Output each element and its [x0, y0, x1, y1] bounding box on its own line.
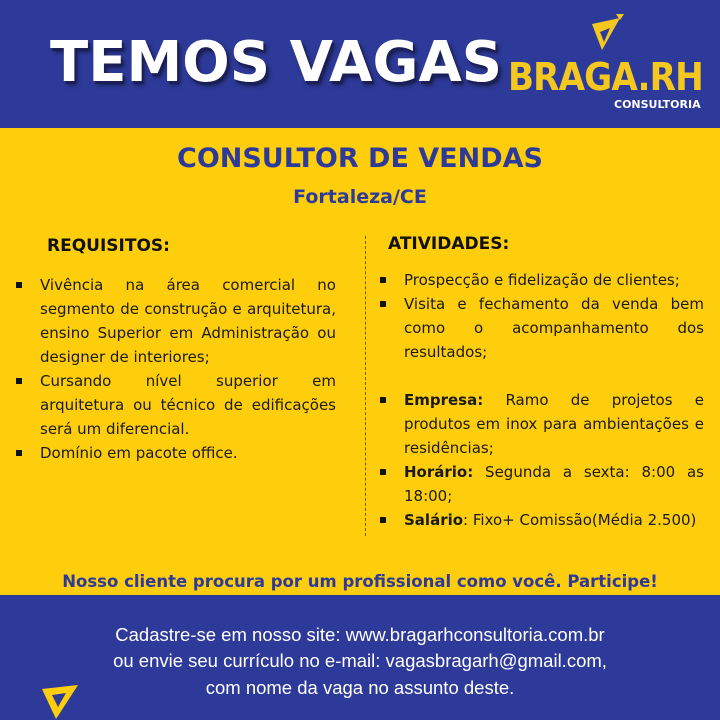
activity-text: Ramo de projetos e produtos em inox para ambientações e residências; [404, 391, 704, 457]
brand-subtitle: CONSULTORIA [614, 98, 701, 111]
bullet-icon [16, 450, 22, 456]
activities-heading: ATIVIDADES: [388, 234, 510, 254]
list-item [374, 460, 704, 508]
bullet-icon [380, 469, 386, 475]
bullet-icon [380, 397, 386, 403]
job-title: CONSULTOR DE VENDAS [177, 143, 543, 174]
requirements-heading: REQUISITOS: [47, 236, 170, 256]
job-location: Fortaleza/CE [293, 186, 427, 208]
activity-text: Visita e fechamento da venda bem como o acompanhamento dos resultados; [404, 295, 704, 361]
contact-line: Cadastre-se em nosso site: www.bragarhconsultoria.com.br [115, 624, 605, 645]
activity-text: : Fixo+ Comissão(Média 2.500) [463, 511, 697, 529]
contact-line: ou envie seu currículo no e-mail: vagasbragarh@gmail.com, [113, 650, 607, 671]
brand-logo [508, 14, 713, 124]
contact-line: com nome da vaga no assunto deste. [205, 677, 515, 698]
list-item [374, 268, 704, 292]
activities-list [374, 268, 704, 532]
list-item [374, 508, 704, 532]
activity-label: Empresa: [404, 391, 484, 409]
yellow-triangle-icon [38, 683, 86, 720]
bullet-icon [16, 378, 22, 384]
list-item [10, 273, 336, 369]
requirement-text: Cursando nível superior em arquitetura ou técnico de edificações será um diferencial. [40, 372, 336, 438]
bullet-icon [380, 277, 386, 283]
requirement-text: Domínio em pacote office. [40, 444, 238, 462]
activity-text: Segunda a sexta: 8:00 as 18:00; [404, 463, 704, 505]
bullet-icon [380, 301, 386, 307]
activity-label: Horário: [404, 463, 474, 481]
list-item [10, 441, 336, 465]
list-item [10, 369, 336, 441]
call-to-action: Nosso cliente procura por um profissional como você. Participe! [62, 572, 658, 591]
column-divider [365, 236, 366, 536]
bullet-icon [16, 282, 22, 288]
activity-text: Prospecção e fidelização de clientes; [404, 271, 680, 289]
brand-name: BRAGA.RH [508, 55, 703, 99]
activity-label: Salário [404, 511, 464, 529]
bullet-icon [380, 517, 386, 523]
list-item [374, 388, 704, 460]
requirements-list [10, 273, 336, 465]
headline: TEMOS VAGAS [50, 30, 503, 95]
list-item [374, 292, 704, 364]
requirement-text: Vivência na área comercial no segmento de construção e arquitetura, ensino Superior em Administração ou designer de interiores; [40, 276, 336, 366]
